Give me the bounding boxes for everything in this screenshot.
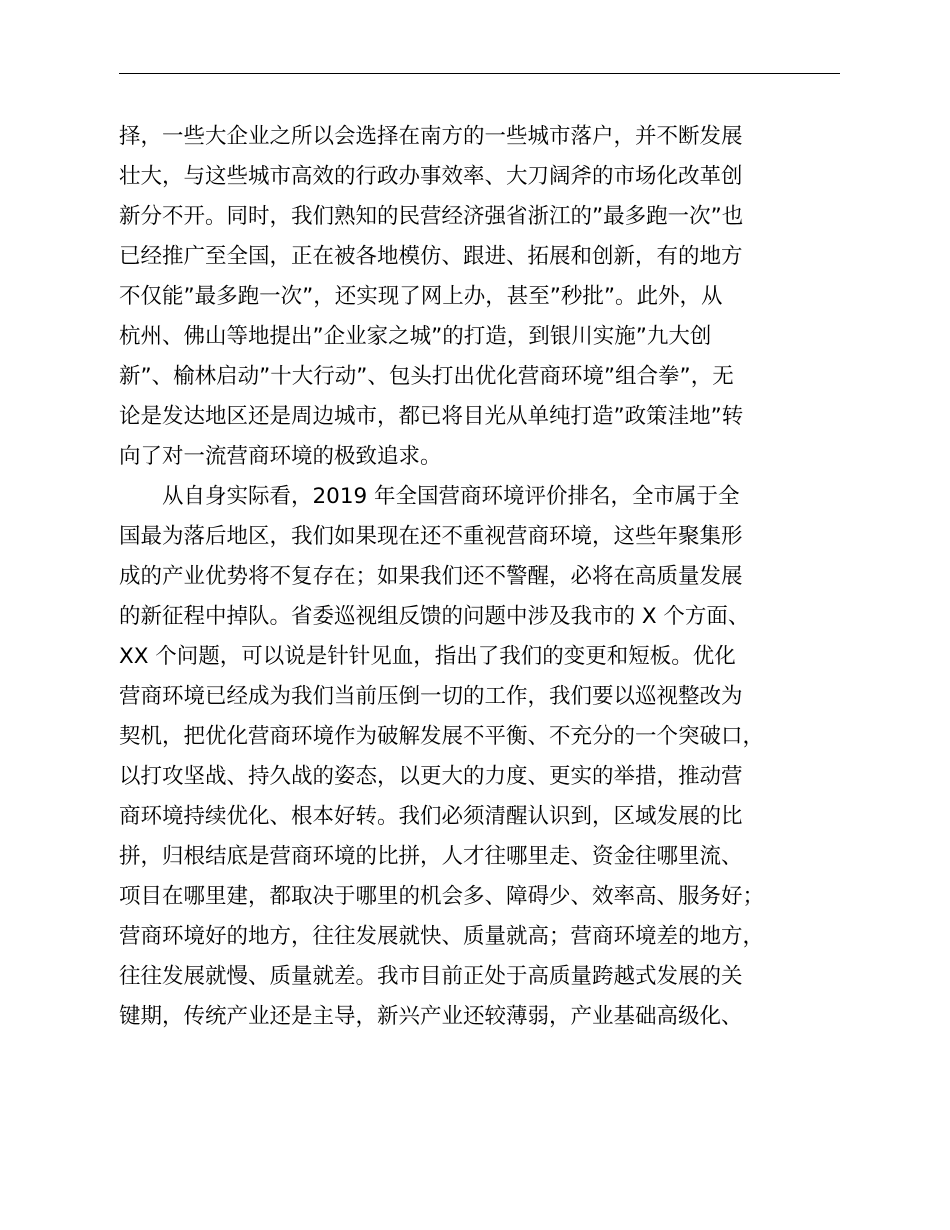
- text-line: 已经推广至全国，正在被各地模仿、跟进、拓展和创新，有的地方: [119, 244, 743, 269]
- text-line: 择，一些大企业之所以会选择在南方的一些城市落户，并不断发展: [119, 124, 743, 149]
- text-line: 键期，传统产业还是主导，新兴产业还较薄弱，产业基础高级化、: [119, 1004, 743, 1029]
- body-text: [119, 117, 859, 1037]
- header-rule: [119, 73, 840, 74]
- text-line: 的新征程中掉队。省委巡视组反馈的问题中涉及我市的 X 个方面、: [119, 604, 750, 629]
- text-line: 新分不开。同时，我们熟知的民营经济强省浙江的”最多跑一次”也: [119, 204, 744, 229]
- text-line: 壮大，与这些城市高效的行政办事效率、大刀阔斧的市场化改革创: [119, 164, 743, 189]
- text-line: 向了对一流营商环境的极致追求。: [119, 444, 442, 469]
- text-line: XX 个问题，可以说是针针见血，指出了我们的变更和短板。优化: [119, 644, 736, 669]
- text-line: 成的产业优势将不复存在；如果我们还不警醒，必将在高质量发展: [119, 564, 743, 589]
- text-line: 论是发达地区还是周边城市，都已将目光从单纯打造”政策洼地”转: [119, 404, 744, 429]
- text-line: 契机，把优化营商环境作为破解发展不平衡、不充分的一个突破口，: [119, 724, 765, 749]
- text-line: 商环境持续优化、根本好转。我们必须清醒认识到，区域发展的比: [119, 804, 743, 829]
- text-line: 杭州、佛山等地提出”企业家之城”的打造，到银川实施”九大创: [119, 324, 712, 349]
- text-line: 营商环境好的地方，往往发展就快、质量就高；营商环境差的地方，: [119, 924, 765, 949]
- text-line: 不仅能”最多跑一次”，还实现了网上办，甚至”秒批”。此外，从: [119, 284, 723, 309]
- text-line: 新”、榆林启动”十大行动”、包头打出优化营商环境”组合拳”，无: [119, 364, 734, 389]
- text-line: 以打攻坚战、持久战的姿态，以更大的力度、更实的举措，推动营: [119, 764, 743, 789]
- text-line: 营商环境已经成为我们当前压倒一切的工作，我们要以巡视整改为: [119, 684, 743, 709]
- text-line: 拼，归根结底是营商环境的比拼，人才往哪里走、资金往哪里流、: [119, 844, 743, 869]
- paragraph-start-line: 从自身实际看，2019 年全国营商环境评价排名，全市属于全: [162, 484, 740, 509]
- text-line: 国最为落后地区，我们如果现在还不重视营商环境，这些年聚集形: [119, 524, 743, 549]
- text-line: 项目在哪里建，都取决于哪里的机会多、障碍少、效率高、服务好；: [119, 884, 765, 909]
- text-line: 往往发展就慢、质量就差。我市目前正处于高质量跨越式发展的关: [119, 964, 743, 989]
